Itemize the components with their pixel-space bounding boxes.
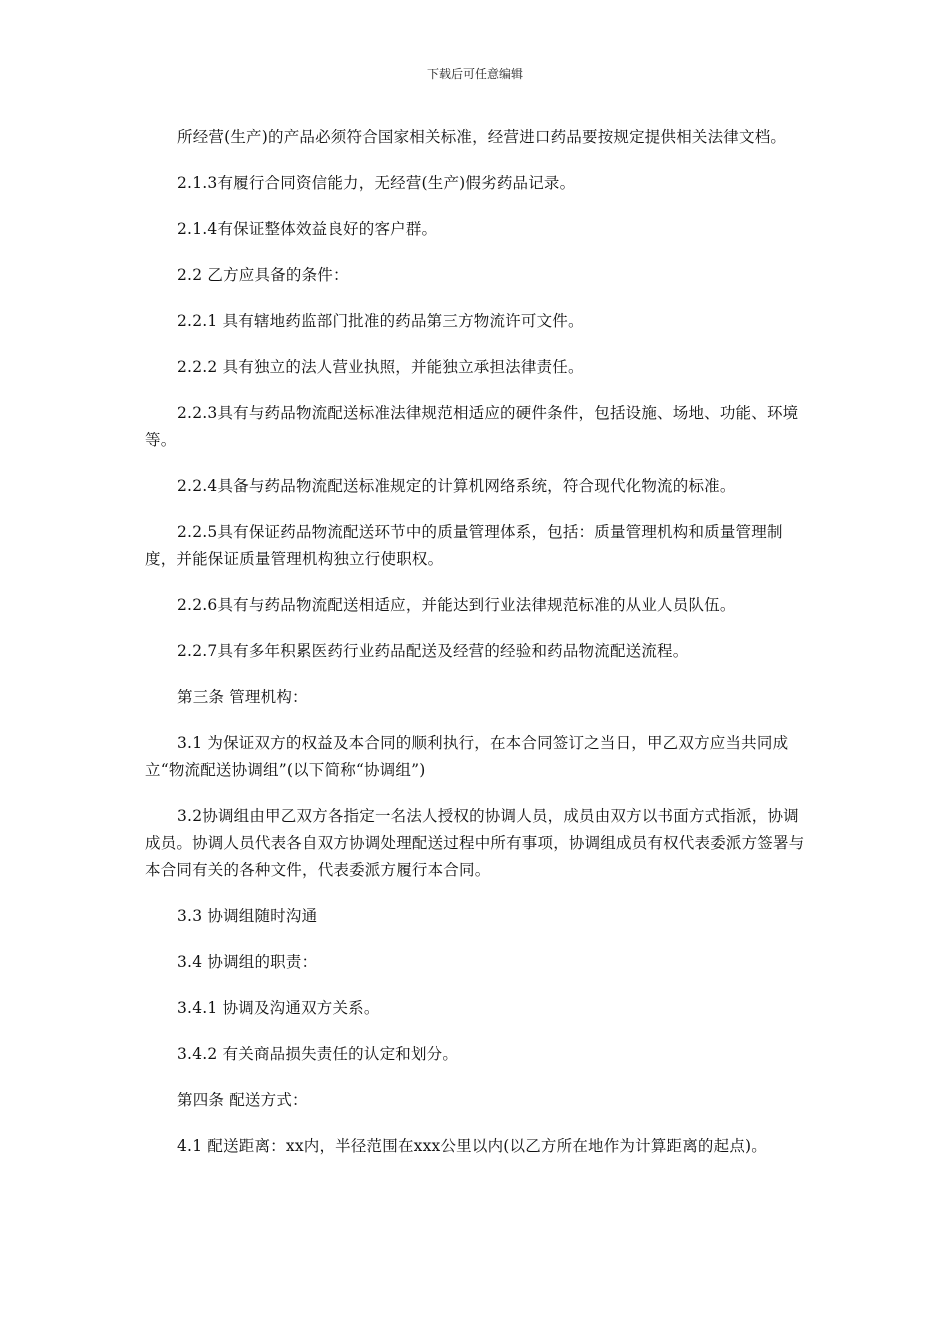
- section-heading-article-3: 第三条 管理机构：: [177, 688, 308, 706]
- paragraph-3-4-1: 3.4.1 协调及沟通双方关系。: [177, 999, 380, 1017]
- paragraph-2-2-7: 2.2.7具有多年积累医药行业药品配送及经营的经验和药品物流配送流程。: [177, 642, 689, 660]
- paragraph-3-1: 3.1 为保证双方的权益及本合同的顺利执行，在本合同签订之当日，甲乙双方应当共同成立“物流配送协调组”(以下简称“协调组”): [145, 734, 789, 779]
- paragraph-2-2-2: 2.2.2 具有独立的法人营业执照，并能独立承担法律责任。: [177, 358, 584, 376]
- paragraph-3-3: 3.3 协调组随时沟通: [177, 907, 318, 925]
- paragraph-3-2: 3.2协调组由甲乙双方各指定一名法人授权的协调人员，成员由双方以书面方式指派，协调成员。协调人员代表各自双方协调处理配送过程中所有事项，协调组成员有权代表委派方签署与本合同有关的各种文件，代表委派方履行本合同。: [145, 807, 805, 879]
- paragraph-2-2-6: 2.2.6具有与药品物流配送相适应，并能达到行业法律规范标准的从业人员队伍。: [177, 596, 736, 614]
- paragraph-2-2-4: 2.2.4具备与药品物流配送标准规定的计算机网络系统，符合现代化物流的标准。: [177, 477, 736, 495]
- document-body: [145, 124, 810, 1179]
- paragraph-2-2-1: 2.2.1 具有辖地药监部门批准的药品第三方物流许可文件。: [177, 312, 584, 330]
- section-heading-article-4: 第四条 配送方式：: [177, 1091, 308, 1109]
- paragraph-3-4-2: 3.4.2 有关商品损失责任的认定和划分。: [177, 1045, 459, 1063]
- paragraph-2-2-3: 2.2.3具有与药品物流配送标准法律规范相适应的硬件条件，包括设施、场地、功能、环境等。: [145, 404, 799, 449]
- page-header: 下载后可任意编辑: [426, 67, 523, 81]
- paragraph-product-standards: 所经营(生产)的产品必须符合国家相关标准，经营进口药品要按规定提供相关法律文档。: [177, 128, 787, 146]
- paragraph-2-1-4: 2.1.4有保证整体效益良好的客户群。: [177, 220, 438, 238]
- paragraph-4-1: 4.1 配送距离：xx内，半径范围在xxx公里以内(以乙方所在地作为计算距离的起点)。: [177, 1137, 767, 1155]
- paragraph-2-2: 2.2 乙方应具备的条件：: [177, 266, 349, 284]
- paragraph-2-2-5: 2.2.5具有保证药品物流配送环节中的质量管理体系，包括：质量管理机构和质量管理制度，并能保证质量管理机构独立行使职权。: [145, 523, 783, 568]
- paragraph-2-1-3: 2.1.3有履行合同资信能力，无经营(生产)假劣药品记录。: [177, 174, 576, 192]
- paragraph-3-4: 3.4 协调组的职责：: [177, 953, 318, 971]
